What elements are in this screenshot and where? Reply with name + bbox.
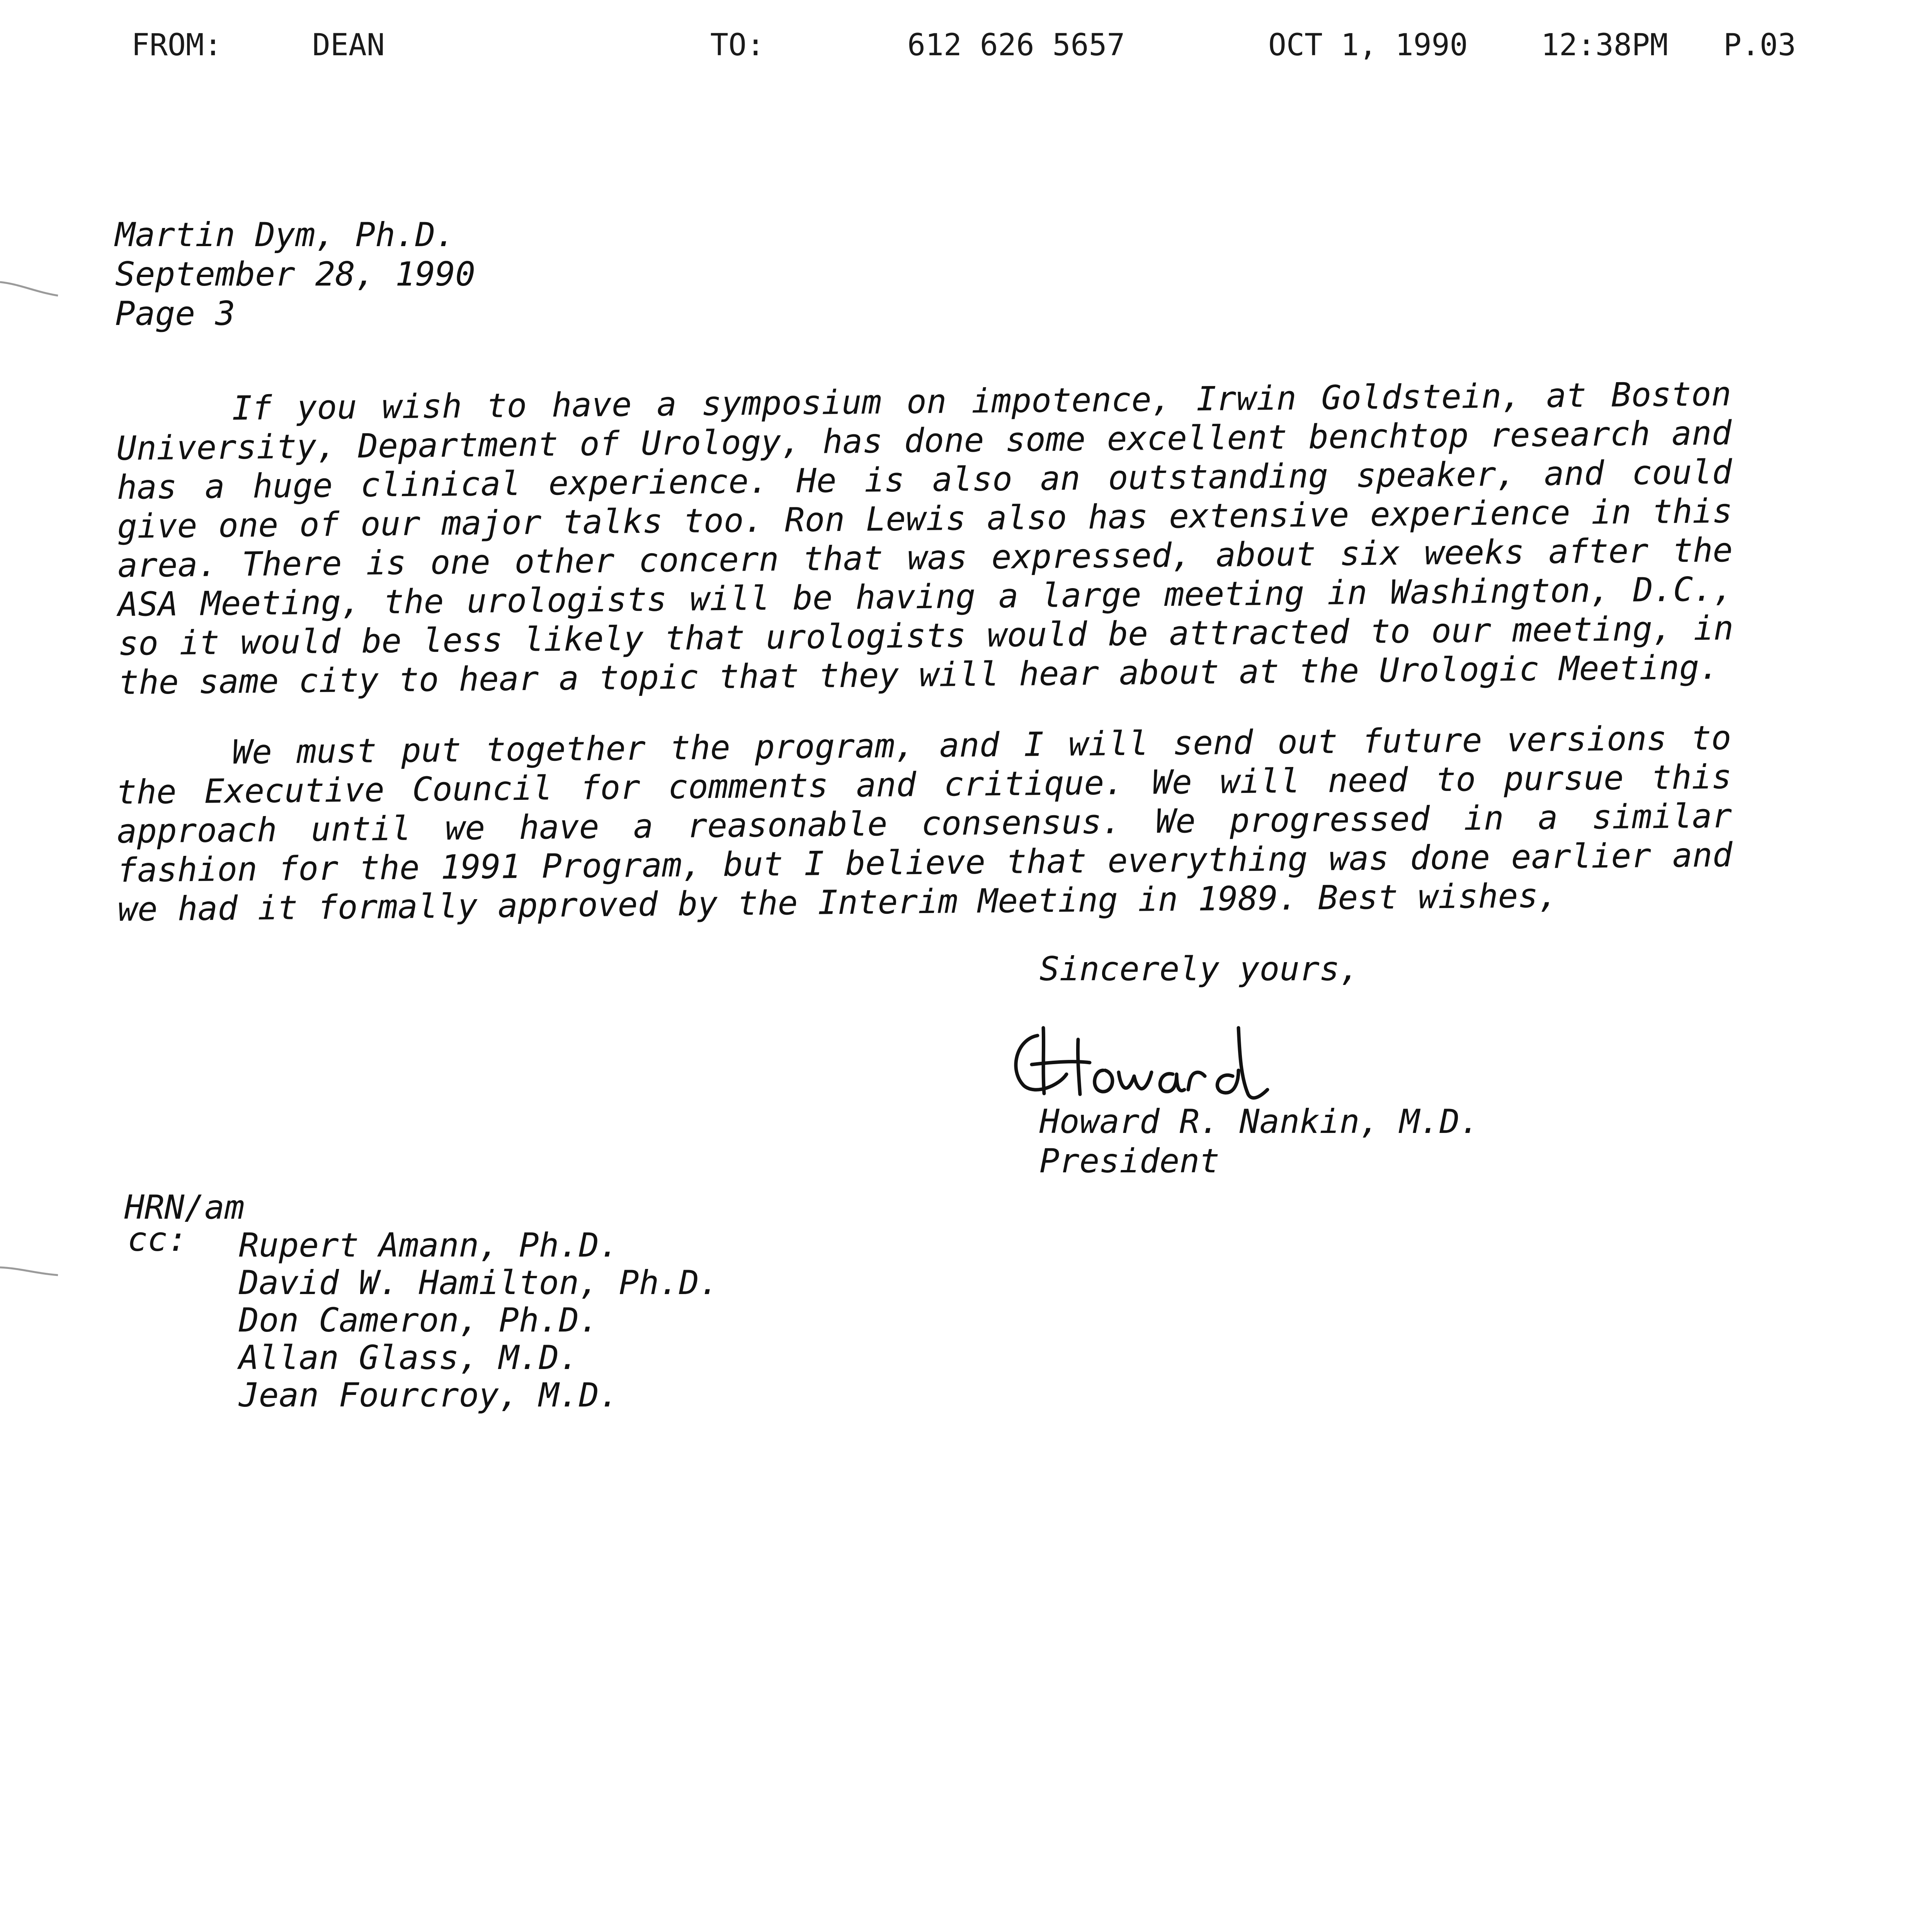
handwritten-signature xyxy=(1001,1012,1271,1105)
fax-to-label: TO: xyxy=(710,28,765,63)
cc-recipient: Jean Fourcroy, M.D. xyxy=(239,1376,619,1415)
scan-artifact-mark xyxy=(0,278,62,301)
fax-page-number: P.03 xyxy=(1723,28,1796,63)
fax-from-label: FROM: xyxy=(131,28,222,63)
cc-recipient: Allan Glass, M.D. xyxy=(239,1338,579,1377)
cc-recipient: Rupert Amann, Ph.D. xyxy=(239,1226,619,1265)
signer-name: Howard R. Nankin, M.D. xyxy=(1039,1102,1480,1141)
closing-salutation: Sincerely yours, xyxy=(1039,950,1360,988)
cc-recipient: David W. Hamilton, Ph.D. xyxy=(239,1264,719,1302)
signer-title: President xyxy=(1039,1142,1220,1180)
recipient-name: Martin Dym, Ph.D. xyxy=(115,216,456,254)
cc-recipient: Don Cameron, Ph.D. xyxy=(239,1301,599,1340)
scan-artifact-mark xyxy=(0,1260,62,1283)
paragraph-2: We must put together the program, and I will send out future versions to the Executive Council for comments and critique. We will need to pursue this approach until we have a reasonable consensus. We progressed in a similar fashion for the 1991 Program, but I believe that everything was done earlier and we had it formally approved by the Interim Meeting in 1989. Best wishes, xyxy=(116,718,1733,929)
fax-to-number: 612 626 5657 xyxy=(907,28,1125,63)
page-label: Page 3 xyxy=(115,294,235,333)
typist-initials: HRN/am xyxy=(124,1188,245,1227)
cc-label: cc: xyxy=(128,1220,188,1259)
letter-date: September 28, 1990 xyxy=(115,255,475,294)
paragraph-1: If you wish to have a symposium on impotence, Irwin Goldstein, at Boston University, Department of Urology, has done some excellent benchtop research and has a huge clinical experience. He is also an outstanding speaker, and could give one of our major talks too. Ron Lewis also has extensive experience in this area. There is one other concern that was expressed, about six weeks after the ASA Meeting, the urologists will be having a large meeting in Washington, D.C., so it would be less likely that urologists would be attracted to our meeting, in the same city to hear a topic that they will hear about at the Urologic Meeting. xyxy=(116,374,1734,702)
fax-time: 12:38PM xyxy=(1541,28,1668,63)
fax-date: OCT 1, 1990 xyxy=(1268,28,1468,63)
fax-from-value: DEAN xyxy=(312,28,385,63)
